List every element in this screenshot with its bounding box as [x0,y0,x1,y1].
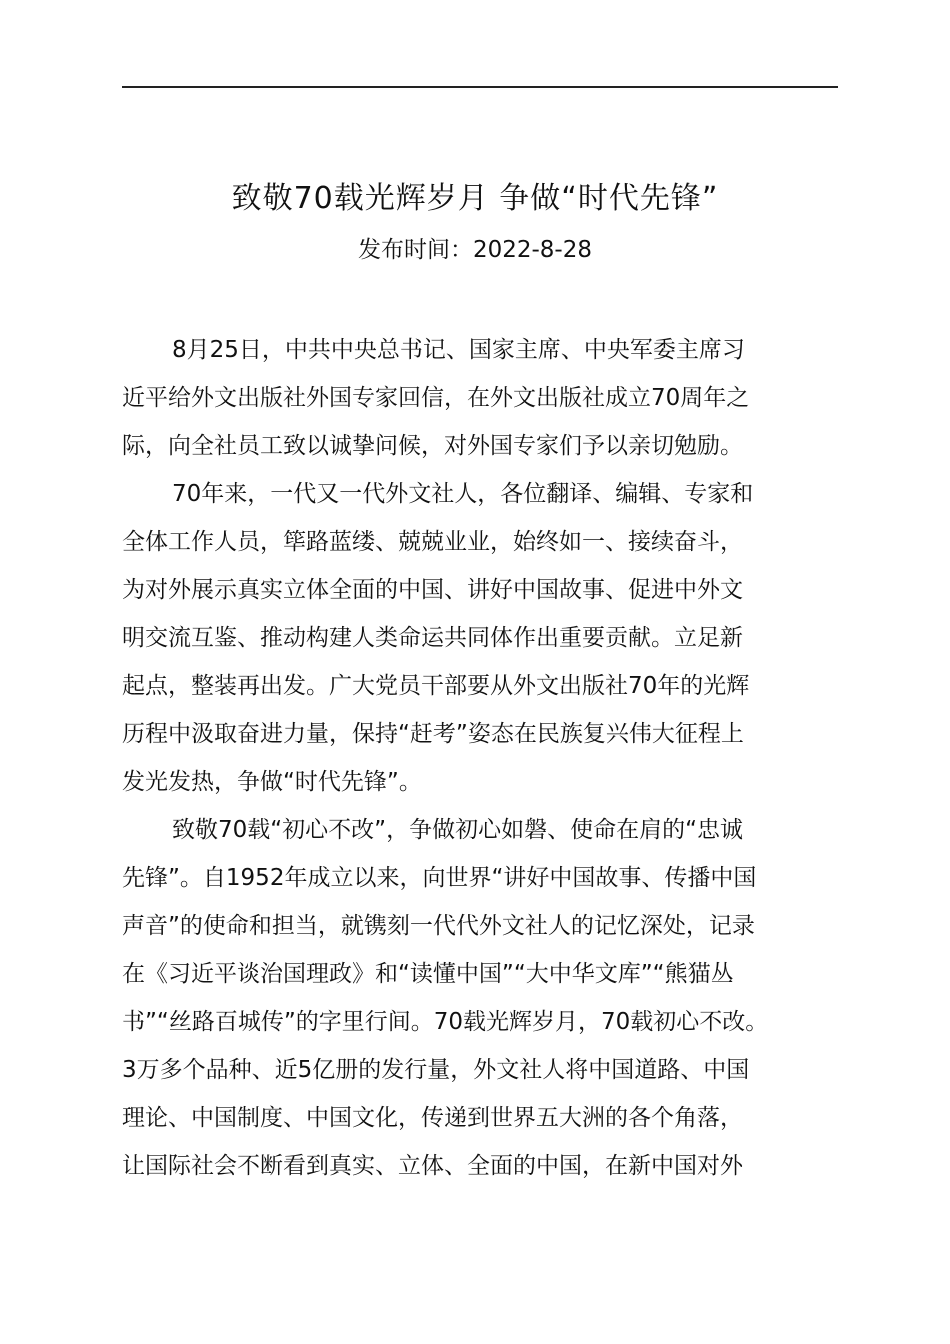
body-line: 先锋”。自1952年成立以来，向世界“讲好中国故事、传播中国 [122,865,757,891]
document-title: 致敬70载光辉岁月 争做“时代先锋” [231,181,719,216]
body-line: 为对外展示真实立体全面的中国、讲好中国故事、促进中外文 [122,577,743,603]
body-line: 声音”的使命和担当，就镌刻一代代外文社人的记忆深处，记录 [122,913,755,939]
body-line: 在《习近平谈治国理政》和“读懂中国”“大中华文库”“熊猫丛 [122,961,734,987]
article-body [122,326,838,1190]
body-line: 8月25日，中共中央总书记、国家主席、中央军委主席习 [172,337,745,363]
body-line: 发光发热，争做“时代先锋”。 [122,769,422,795]
body-line: 3万多个品种、近5亿册的发行量，外文社人将中国道路、中国 [122,1057,750,1083]
body-line: 全体工作人员，筚路蓝缕、兢兢业业，始终如一、接续奋斗， [122,529,743,555]
publish-date: 发布时间：2022-8-28 [357,237,593,263]
body-line: 起点，整装再出发。广大党员干部要从外文出版社70年的光辉 [122,673,750,699]
body-line: 历程中汲取奋进力量，保持“赶考”姿态在民族复兴伟大征程上 [122,721,744,747]
body-line: 70年来，一代又一代外文社人，各位翻译、编辑、专家和 [172,481,754,507]
body-line: 致敬70载“初心不改”，争做初心如磐、使命在肩的“忠诚 [172,817,744,843]
body-line: 理论、中国制度、中国文化，传递到世界五大洲的各个角落， [122,1105,743,1131]
header-rule [122,86,838,88]
body-line: 书”“丝路百城传”的字里行间。70载光辉岁月，70载初心不改。 [122,1009,769,1035]
body-line: 近平给外文出版社外国专家回信，在外文出版社成立70周年之 [122,385,750,411]
body-line: 明交流互鉴、推动构建人类命运共同体作出重要贡献。立足新 [122,625,743,651]
body-line: 际，向全社员工致以诚挚问候，对外国专家们予以亲切勉励。 [122,433,743,459]
body-line: 让国际社会不断看到真实、立体、全面的中国，在新中国对外 [122,1153,743,1179]
